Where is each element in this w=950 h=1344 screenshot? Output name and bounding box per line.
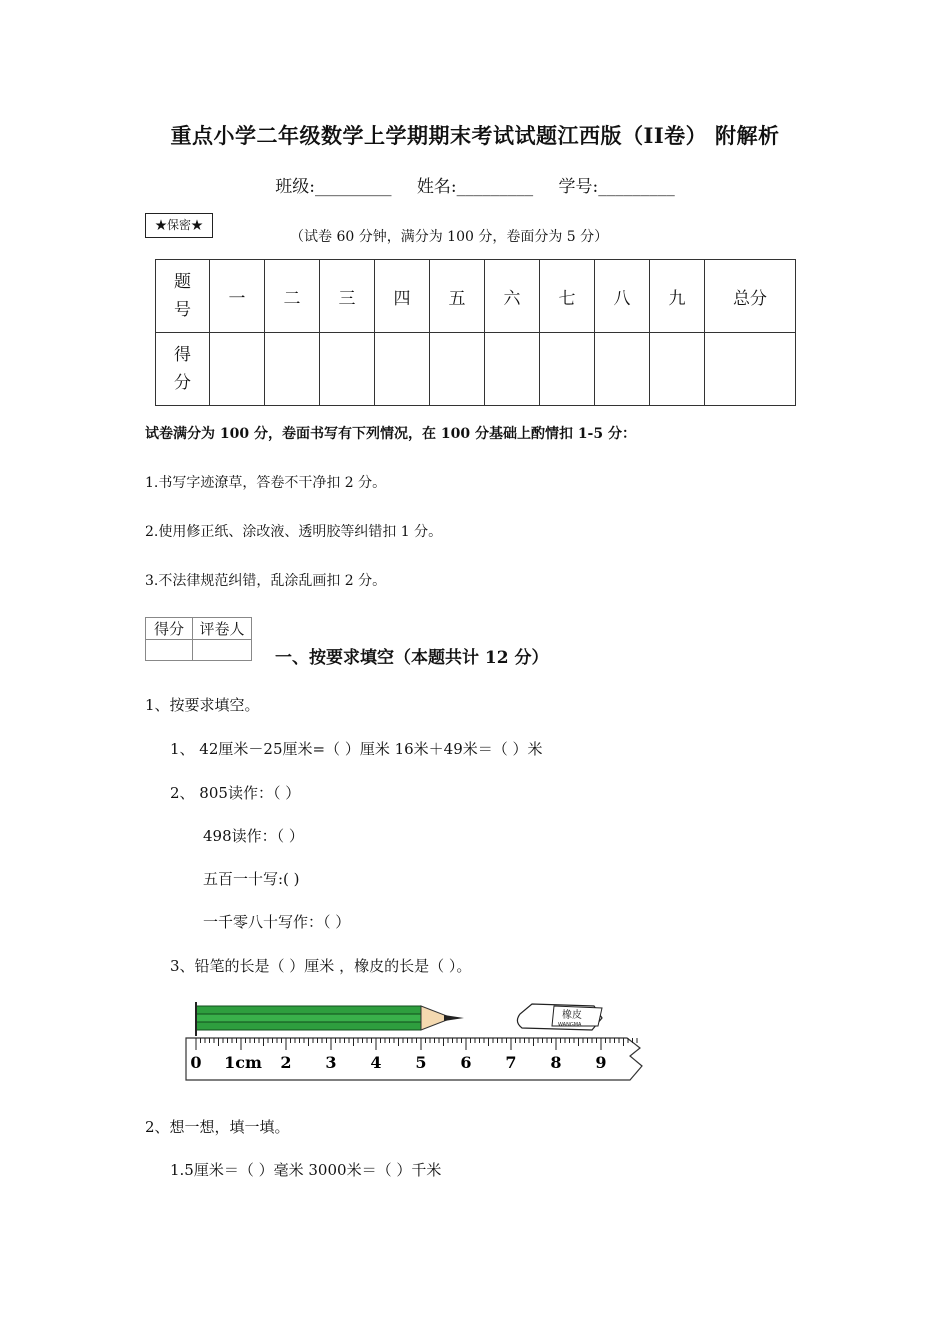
ruler-tick-label: 2: [280, 1053, 292, 1072]
column-header: 五: [430, 260, 485, 333]
question-item: 一千零八十写作：（ ）: [203, 913, 351, 931]
column-header: 三: [320, 260, 375, 333]
ruler-tick-label: 7: [505, 1053, 517, 1072]
score-cell[interactable]: [320, 333, 375, 406]
question-item: 3、铅笔的长是（ ）厘米 ，橡皮的长是（ ）。: [170, 957, 472, 975]
header-label-cell: 题 号: [156, 260, 210, 333]
score-cell[interactable]: [705, 333, 796, 406]
score-cell[interactable]: [210, 333, 265, 406]
grader-score-cell[interactable]: [146, 640, 193, 661]
column-header: 四: [375, 260, 430, 333]
score-cell[interactable]: [485, 333, 540, 406]
column-header: 二: [265, 260, 320, 333]
rule-item: 2.使用修正纸、涂改液、透明胶等纠错扣 1 分。: [145, 524, 443, 540]
section-title: 一、按要求填空（本题共计 12 分）: [275, 648, 549, 668]
document-title: 重点小学二年级数学上学期期末考试试题江西版（II卷） 附解析: [170, 123, 780, 148]
question-stem: 1、按要求填空。: [145, 696, 260, 714]
ruler-tick-label: 6: [460, 1053, 472, 1072]
eraser-sublabel: WANGMA: [558, 1022, 582, 1028]
column-header: 七: [540, 260, 595, 333]
name-field: 姓名:_________: [416, 177, 534, 197]
column-header: 八: [595, 260, 650, 333]
pencil-eraser-ruler-illustration: [182, 996, 662, 1084]
eraser-label: 橡皮: [562, 1010, 582, 1021]
eraser-icon: [517, 1004, 602, 1030]
class-field: 班级:_________: [275, 177, 392, 197]
row-label-cell: 得 分: [156, 333, 210, 406]
score-cell[interactable]: [375, 333, 430, 406]
rule-item: 3.不法律规范纠错，乱涂乱画扣 2 分。: [145, 573, 387, 589]
question-stem: 2、想一想，填一填。: [145, 1118, 290, 1136]
score-cell[interactable]: [265, 333, 320, 406]
question-item: 1.5厘米＝（ ）毫米 3000米＝（ ）千米: [170, 1161, 442, 1179]
grader-reviewer-label: 评卷人: [193, 618, 252, 640]
column-header-total: 总分: [705, 260, 796, 333]
score-table-score-row: [156, 333, 796, 406]
question-item: 498读作：（ ）: [203, 827, 304, 845]
score-cell[interactable]: [650, 333, 705, 406]
column-header: 一: [210, 260, 265, 333]
ruler-icon: [186, 1038, 642, 1080]
student-info-line: [0, 172, 950, 197]
ruler-tick-label: 4: [370, 1053, 382, 1072]
ruler-figure: [182, 996, 662, 1088]
score-table: [155, 259, 796, 406]
question-item: 2、 805读作：（ ）: [170, 784, 301, 802]
ruler-tick-label: 1cm: [224, 1053, 262, 1072]
exam-note: （试卷 60 分钟，满分为 100 分，卷面分为 5 分）: [290, 229, 609, 245]
grader-reviewer-cell[interactable]: [193, 640, 252, 661]
ruler-tick-label: 5: [415, 1053, 427, 1072]
ruler-tick-label: 9: [595, 1053, 607, 1072]
ruler-tick-label: 8: [550, 1053, 562, 1072]
pencil-icon: [196, 1002, 464, 1036]
score-cell[interactable]: [430, 333, 485, 406]
score-table-header-row: [156, 260, 796, 333]
ruler-tick-label: 0: [190, 1053, 202, 1072]
confidential-badge: ★保密★: [145, 213, 213, 238]
question-item: 五百一十写:( ): [203, 870, 300, 888]
grader-box: [145, 617, 252, 661]
column-header: 九: [650, 260, 705, 333]
deduction-notice: 试卷满分为 100 分，卷面书写有下列情况，在 100 分基础上酌情扣 1-5 分：: [145, 426, 636, 442]
ruler-tick-label: 3: [325, 1053, 337, 1072]
student-number-field: 学号:_________: [558, 177, 675, 197]
question-item: 1、 42厘米－25厘米=（ ）厘米 16米＋49米＝（ ）米: [170, 740, 543, 758]
rule-item: 1.书写字迹潦草，答卷不干净扣 2 分。: [145, 475, 387, 491]
column-header: 六: [485, 260, 540, 333]
grader-score-label: 得分: [146, 618, 193, 640]
score-cell[interactable]: [595, 333, 650, 406]
score-cell[interactable]: [540, 333, 595, 406]
